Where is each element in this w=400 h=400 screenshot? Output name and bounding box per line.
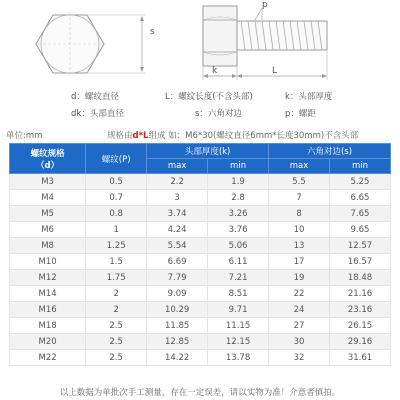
cell-k-max: 14.22 xyxy=(147,350,208,366)
cell-pitch: 2.5 xyxy=(86,334,147,350)
cell-k-min: 13.78 xyxy=(208,350,269,366)
cell-s-min: 29.16 xyxy=(330,334,391,350)
cell-s-max: 7 xyxy=(269,190,330,206)
cell-k-max: 3.74 xyxy=(147,206,208,222)
cell-k-min: 7.21 xyxy=(208,270,269,286)
cell-spec: M4 xyxy=(10,190,86,206)
legend-k: k：头部厚度 xyxy=(285,92,333,102)
table-row xyxy=(10,350,391,366)
cell-spec: M3 xyxy=(10,174,86,190)
table-row xyxy=(10,334,391,350)
cell-k-max: 7.79 xyxy=(147,270,208,286)
cell-spec: M6 xyxy=(10,222,86,238)
cell-k-min: 8.51 xyxy=(208,286,269,302)
legend-dk: dk：头部直径 xyxy=(71,109,124,119)
cell-k-min: 1.9 xyxy=(208,174,269,190)
spec-rule-suffix: 组成 如：M6*30(螺纹直径6mm*长度30mm)不含头部 xyxy=(148,131,359,141)
spec-table xyxy=(9,143,391,366)
cell-pitch: 1.5 xyxy=(86,254,147,270)
cell-k-max: 6.69 xyxy=(147,254,208,270)
cell-pitch: 2.5 xyxy=(86,318,147,334)
cell-k-max: 4.24 xyxy=(147,222,208,238)
cell-k-min: 5.06 xyxy=(208,238,269,254)
cell-pitch: 1 xyxy=(86,222,147,238)
cell-s-min: 26.15 xyxy=(330,318,391,334)
legend-s: s：六角对边 xyxy=(195,109,242,119)
label-s: s xyxy=(150,27,155,37)
cell-spec: M5 xyxy=(10,206,86,222)
cell-k-max: 2.2 xyxy=(147,174,208,190)
table-row xyxy=(10,238,391,254)
cell-s-max: 17 xyxy=(269,254,330,270)
bolt-head-side xyxy=(203,6,237,66)
cell-pitch: 0.5 xyxy=(86,174,147,190)
cell-s-max: 30 xyxy=(269,334,330,350)
label-p: p xyxy=(262,0,268,10)
bolt-diagram xyxy=(0,0,400,88)
legend-L: L：螺纹长度(不含头部) xyxy=(165,92,253,102)
header-head-thickness: 头部厚度(k) xyxy=(147,144,269,159)
cell-k-max: 9.09 xyxy=(147,286,208,302)
cell-spec: M10 xyxy=(10,254,86,270)
cell-s-max: 24 xyxy=(269,302,330,318)
cell-pitch: 2 xyxy=(86,286,147,302)
cell-pitch: 0.7 xyxy=(86,190,147,206)
cell-k-min: 2.8 xyxy=(208,190,269,206)
cell-spec: M14 xyxy=(10,286,86,302)
spec-rule-code: d*L xyxy=(132,131,149,141)
cell-s-max: 5.5 xyxy=(269,174,330,190)
cell-pitch: 1.75 xyxy=(86,270,147,286)
cell-s-max: 22 xyxy=(269,286,330,302)
cell-spec: M20 xyxy=(10,334,86,350)
cell-k-min: 3.76 xyxy=(208,222,269,238)
cell-s-min: 31.61 xyxy=(330,350,391,366)
label-k: k xyxy=(212,66,218,76)
header-s-max: max xyxy=(269,159,330,174)
cell-k-max: 12.85 xyxy=(147,334,208,350)
cell-s-min: 23.16 xyxy=(330,302,391,318)
header-s-min: min xyxy=(330,159,391,174)
cell-spec: M8 xyxy=(10,238,86,254)
cell-k-min: 9.71 xyxy=(208,302,269,318)
table-row xyxy=(10,286,391,302)
spec-rule-prefix: 规格由 xyxy=(107,131,133,141)
spec-rule xyxy=(107,129,358,141)
table-row xyxy=(10,318,391,334)
bolt-shank xyxy=(237,21,327,50)
table-row xyxy=(10,206,391,222)
cell-s-min: 5.25 xyxy=(330,174,391,190)
cell-spec: M22 xyxy=(10,350,86,366)
cell-k-min: 12.15 xyxy=(208,334,269,350)
legend-p: p：螺距 xyxy=(285,109,316,119)
table-row xyxy=(10,270,391,286)
cell-s-min: 9.65 xyxy=(330,222,391,238)
header-spec-sub: （d） xyxy=(36,160,60,171)
table-row xyxy=(10,190,391,206)
footnote: 以上数据为单批次手工测量，存在一定误差，请以实物为准！介意者慎拍。 xyxy=(59,388,341,398)
header-k-max: max xyxy=(147,159,208,174)
cell-s-max: 27 xyxy=(269,318,330,334)
cell-k-max: 5.54 xyxy=(147,238,208,254)
cell-k-min: 11.15 xyxy=(208,318,269,334)
header-spec-label: 螺纹规格 xyxy=(30,148,65,159)
unit-label: 单位:mm xyxy=(6,131,43,141)
cell-k-max: 11.85 xyxy=(147,318,208,334)
cell-s-max: 10 xyxy=(269,222,330,238)
header-spec xyxy=(10,144,86,174)
table-row xyxy=(10,302,391,318)
cell-s-max: 19 xyxy=(269,270,330,286)
cell-s-max: 8 xyxy=(269,206,330,222)
cell-s-min: 7.65 xyxy=(330,206,391,222)
cell-s-min: 12.57 xyxy=(330,238,391,254)
table-row xyxy=(10,254,391,270)
header-k-min: min xyxy=(208,159,269,174)
cell-spec: M16 xyxy=(10,302,86,318)
cell-s-max: 13 xyxy=(269,238,330,254)
cell-k-min: 6.11 xyxy=(208,254,269,270)
cell-pitch: 0.8 xyxy=(86,206,147,222)
cell-k-min: 3.26 xyxy=(208,206,269,222)
cell-s-min: 16.57 xyxy=(330,254,391,270)
cell-pitch: 1.25 xyxy=(86,238,147,254)
legend-d: d：螺纹直径 xyxy=(71,92,119,102)
cell-spec: M18 xyxy=(10,318,86,334)
table-row xyxy=(10,222,391,238)
cell-s-max: 32 xyxy=(269,350,330,366)
cell-s-min: 18.48 xyxy=(330,270,391,286)
spec-table-body xyxy=(10,174,391,366)
cell-s-min: 6.65 xyxy=(330,190,391,206)
table-row xyxy=(10,174,391,190)
cell-pitch: 2.5 xyxy=(86,350,147,366)
cell-s-min: 21.16 xyxy=(330,286,391,302)
cell-spec: M12 xyxy=(10,270,86,286)
cell-k-max: 3 xyxy=(147,190,208,206)
cell-pitch: 2 xyxy=(86,302,147,318)
cell-k-max: 10.29 xyxy=(147,302,208,318)
label-L: L xyxy=(272,66,278,76)
header-pitch: 螺纹(P) xyxy=(86,144,147,174)
header-hex-width: 六角对边(s) xyxy=(269,144,391,159)
